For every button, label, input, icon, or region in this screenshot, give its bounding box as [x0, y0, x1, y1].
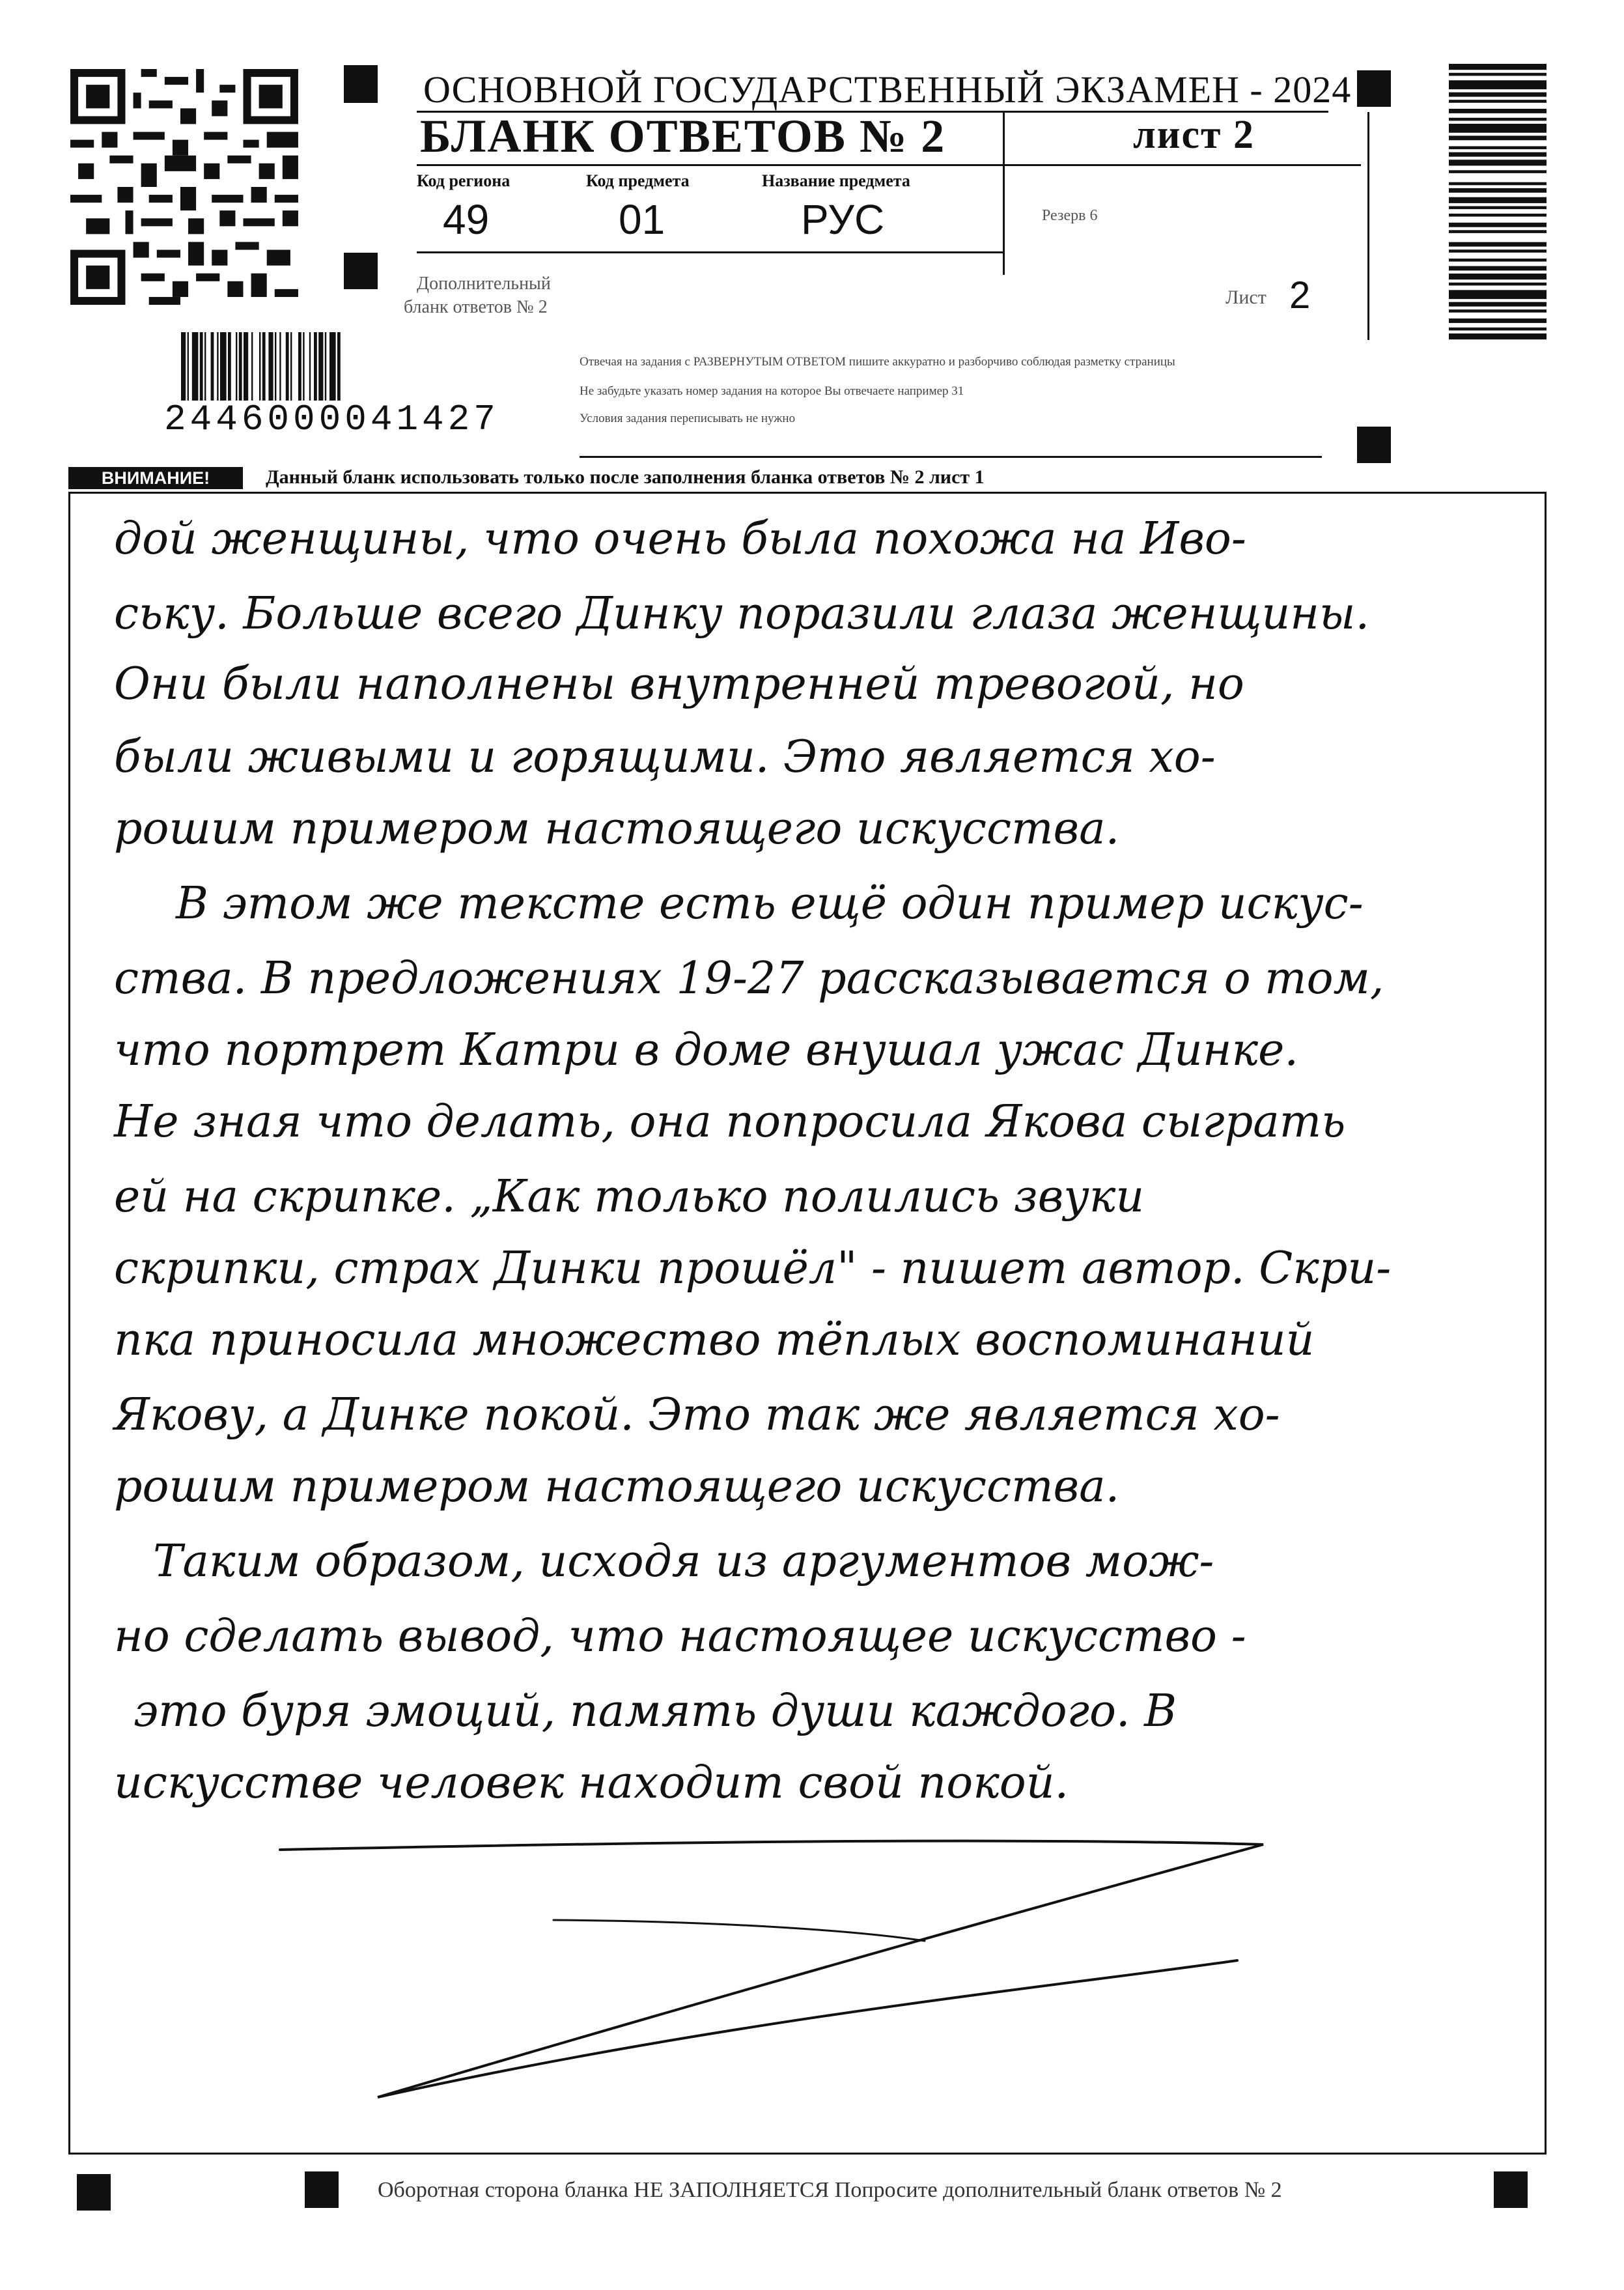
notice-line-1: Отвечая на задания с РАЗВЕРНУТЫМ ОТВЕТОМ пишите аккуратно и разборчиво соблюдая разметку страницы — [580, 355, 1175, 369]
exam-title: ОСНОВНОЙ ГОСУДАРСТВЕННЫЙ ЭКЗАМЕН - 2024 — [423, 68, 1352, 111]
list-label: Лист — [1225, 287, 1267, 308]
answer-line: скрипки, страх Динки прошёл" - пишет автор. Скри- — [114, 1243, 1392, 1294]
answer-line: рошим примером настоящего искусства. — [114, 803, 1120, 855]
subject-code-value: 01 — [619, 196, 665, 243]
subject-name-value: РУС — [801, 196, 885, 243]
subject-name-label: Название предмета — [762, 171, 910, 190]
answer-line: что портрет Катри в доме внушал ужас Динке. — [114, 1025, 1298, 1076]
warning-text: Данный бланк использовать только после заполнения бланка ответов № 2 лист 1 — [266, 466, 985, 488]
answer-line: Таким образом, исходя из аргументов мож- — [153, 1536, 1214, 1587]
alignment-marker-mid-left — [344, 253, 378, 289]
answer-line: Не зная что делать, она попросила Якова сыграть — [114, 1096, 1346, 1148]
closing-strike-mark — [273, 1824, 1315, 2110]
vertical-barcode — [1449, 64, 1547, 453]
header-bottom-rule — [580, 456, 1322, 458]
answer-line: ства. В предложениях 19-27 рассказывается о том, — [114, 953, 1384, 1004]
alignment-marker-top-right — [1357, 70, 1391, 107]
answer-line: В этом же тексте есть ещё один пример искус- — [176, 878, 1364, 929]
footer-text: Оборотная сторона бланка НЕ ЗАПОЛНЯЕТСЯ Попросите дополнительный бланк ответов № 2 — [378, 2178, 1282, 2202]
reserve-label: Резерв 6 — [1042, 207, 1098, 224]
answer-line: дой женщины, что очень была похожа на Иво- — [114, 513, 1246, 565]
answer-line: были живыми и горящими. Это является хо- — [114, 731, 1216, 783]
alignment-marker-top-left — [344, 65, 378, 103]
answer-line: рошим примером настоящего искусства. — [114, 1461, 1120, 1512]
subject-code-label: Код предмета — [586, 171, 690, 190]
additional-form-label-1: Дополнительный — [417, 274, 551, 294]
answer-line: ську. Больше всего Динку поразили глаза женщины. — [114, 588, 1370, 640]
form-title: БЛАНК ОТВЕТОВ № 2 — [420, 110, 946, 162]
header-divider-vertical — [1003, 112, 1005, 275]
additional-form-label-2: бланк ответов № 2 — [404, 297, 548, 317]
answer-line: это буря эмоций, память души каждого. В — [133, 1686, 1177, 1737]
alignment-marker-bottom-2 — [305, 2171, 339, 2208]
alignment-marker-bottom-1 — [77, 2174, 111, 2211]
barcode-number: 2446000041427 — [164, 399, 499, 440]
header-divider-right — [1367, 112, 1369, 340]
answer-line: пка приносила множество тёплых воспоминаний — [114, 1314, 1315, 1366]
answer-line: ей на скрипке. „Как только полились звуки — [114, 1171, 1145, 1223]
answer-line: но сделать вывод, что настоящее искусство - — [114, 1611, 1246, 1662]
header-rule-1 — [417, 164, 1361, 166]
answer-line: Они были наполнены внутренней тревогой, но — [114, 658, 1244, 710]
header-rule-2 — [417, 251, 1003, 253]
notice-line-3: Условия задания переписывать не нужно — [580, 412, 796, 425]
alignment-marker-bottom-3 — [1494, 2171, 1528, 2208]
warning-badge: ВНИМАНИЕ! — [68, 467, 243, 489]
alignment-marker-mid-right — [1357, 427, 1391, 463]
answer-line: искусстве человек находит свой покой. — [114, 1757, 1069, 1809]
qr-code — [70, 69, 298, 305]
sheet-label: лист 2 — [1133, 113, 1255, 157]
answer-line: Якову, а Динке покой. Это так же является хо- — [114, 1389, 1280, 1441]
region-code-value: 49 — [443, 196, 490, 243]
notice-line-2: Не забудьте указать номер задания на которое Вы отвечаете например 31 — [580, 384, 964, 398]
list-number: 2 — [1289, 274, 1311, 317]
region-code-label: Код региона — [417, 171, 511, 190]
